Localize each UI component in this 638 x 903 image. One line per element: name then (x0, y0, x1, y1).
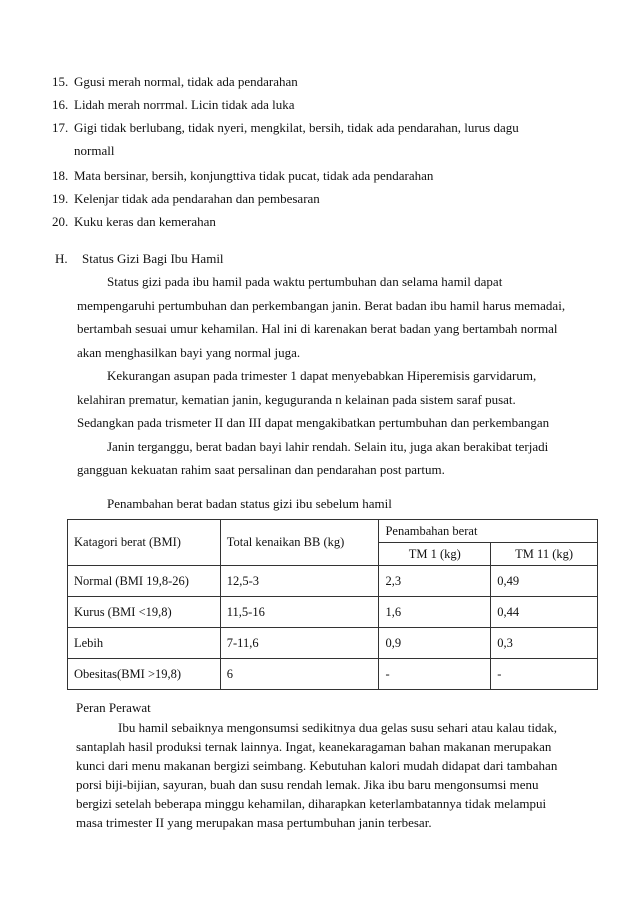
numbered-list (52, 70, 572, 233)
header-category: Katagori berat (BMI) (68, 520, 221, 566)
paragraph-line: gangguan kekuatan rahim saat persalinan dan pendarahan post partum. (77, 462, 445, 477)
table-cell: Normal (BMI 19,8-26) (68, 566, 221, 597)
paragraph-line: Sedangkan pada trismeter II dan III dapat mengakibatkan pertumbuhan dan perkembangan (77, 415, 550, 430)
paragraph-line: masa trimester II yang merupakan masa pertumbuhan janin terbesar. (76, 815, 432, 830)
peran-title: Peran Perawat (76, 700, 151, 715)
list-text: Lidah merah norrmal. Licin tidak ada luka (74, 97, 295, 112)
list-text-line: normall (74, 143, 115, 158)
table-cell: 1,6 (379, 597, 491, 628)
table-cell: - (491, 659, 598, 690)
paragraph-line: mempengaruhi pertumbuhan dan perkembangan janin. Berat badan ibu hamil harus memadai, (77, 297, 566, 313)
paragraph-line: santaplah hasil produksi ternak lainnya. Ingat, keanekaragaman bahan makanan merupakan (76, 739, 552, 754)
list-number: 15. (52, 74, 69, 89)
list-number: 18. (52, 168, 69, 183)
header-gain: Penambahan berat (379, 520, 598, 543)
table-cell: Obesitas(BMI >19,8) (68, 659, 221, 690)
table-cell: 0,44 (491, 597, 598, 628)
table-cell: 6 (220, 659, 379, 690)
section-h (55, 248, 575, 482)
list-number: 19. (52, 191, 69, 206)
section-title: Status Gizi Bagi Ibu Hamil (82, 251, 224, 266)
header-tm2: TM 11 (kg) (491, 543, 598, 566)
table-row (68, 628, 598, 659)
table-cell: - (379, 659, 491, 690)
table-cell: 0,3 (491, 628, 598, 659)
paragraph (55, 364, 575, 482)
list-text-line: Gigi tidak berlubang, tidak nyeri, mengkilat, bersih, tidak ada pendarahan, lurus dagu (74, 120, 519, 135)
paragraph-line: Kekurangan asupan pada trimester 1 dapat menyebabkan Hiperemisis garvidarum, (107, 368, 537, 383)
list-item (52, 187, 572, 210)
list-text: Kuku keras dan kemerahan (74, 214, 216, 229)
table-cell: Lebih (68, 628, 221, 659)
paragraph-line: Janin terganggu, berat badan bayi lahir rendah. Selain itu, juga akan berakibat terjadi (107, 438, 549, 454)
table-cell: 11,5-16 (220, 597, 379, 628)
list-item (52, 210, 572, 233)
peran-paragraph (76, 718, 576, 832)
header-total: Total kenaikan BB (kg) (220, 520, 379, 566)
table-cell: 0,9 (379, 628, 491, 659)
list-number: 17. (52, 120, 69, 135)
list-item (52, 70, 572, 93)
paragraph-line: bergizi setelah beberapa minggu kehamilan, diharapkan keterlambatannya tidak melampui (76, 796, 547, 811)
paragraph-line: Status gizi pada ibu hamil pada waktu pertumbuhan dan selama hamil dapat (107, 274, 503, 289)
table-row (68, 597, 598, 628)
table-row (68, 566, 598, 597)
list-item (52, 116, 572, 164)
paragraph-line: kunci dari menu makanan bergizi seimbang. Kebutuhan kalori mudah didapat dari tambahan (76, 758, 558, 773)
list-number: 16. (52, 97, 69, 112)
table-header-row (68, 520, 598, 543)
table-caption: Penambahan berat badan status gizi ibu sebelum hamil (107, 496, 392, 511)
table-cell: 12,5-3 (220, 566, 379, 597)
table-cell: 2,3 (379, 566, 491, 597)
paragraph (55, 270, 575, 364)
list-number: 20. (52, 214, 69, 229)
section-letter: H. (55, 251, 68, 266)
table-cell: Kurus (BMI <19,8) (68, 597, 221, 628)
section-heading (55, 248, 575, 270)
table-cell: 7-11,6 (220, 628, 379, 659)
peran-perawat-section (76, 697, 576, 832)
list-item (52, 93, 572, 116)
list-text: Ggusi merah normal, tidak ada pendarahan (74, 74, 298, 89)
header-tm1: TM 1 (kg) (379, 543, 491, 566)
paragraph-line: bertambah sesuai umur kehamilan. Hal ini di karenakan berat badan yang bertambah normal (77, 321, 558, 336)
paragraph-line: porsi biji-bijian, sayuran, buah dan susu rendah lemak. Jika ibu baru mengonsumsi menu (76, 777, 539, 792)
paragraph-line: kelahiran prematur, kematian janin, keguguranda n kelainan pada sistem saraf pusat. (77, 391, 516, 407)
table-cell: 0,49 (491, 566, 598, 597)
list-text: Mata bersinar, bersih, konjungttiva tidak pucat, tidak ada pendarahan (74, 168, 434, 183)
bmi-weight-gain-table (67, 519, 598, 690)
paragraph-line: Ibu hamil sebaiknya mengonsumsi sedikitnya dua gelas susu sehari atau kalau tidak, (118, 720, 558, 735)
list-text (74, 116, 572, 164)
list-text: Kelenjar tidak ada pendarahan dan pembesaran (74, 191, 320, 206)
list-item (52, 164, 572, 187)
table-row (68, 659, 598, 690)
paragraph-line: akan menghasilkan bayi yang normal juga. (77, 344, 301, 360)
